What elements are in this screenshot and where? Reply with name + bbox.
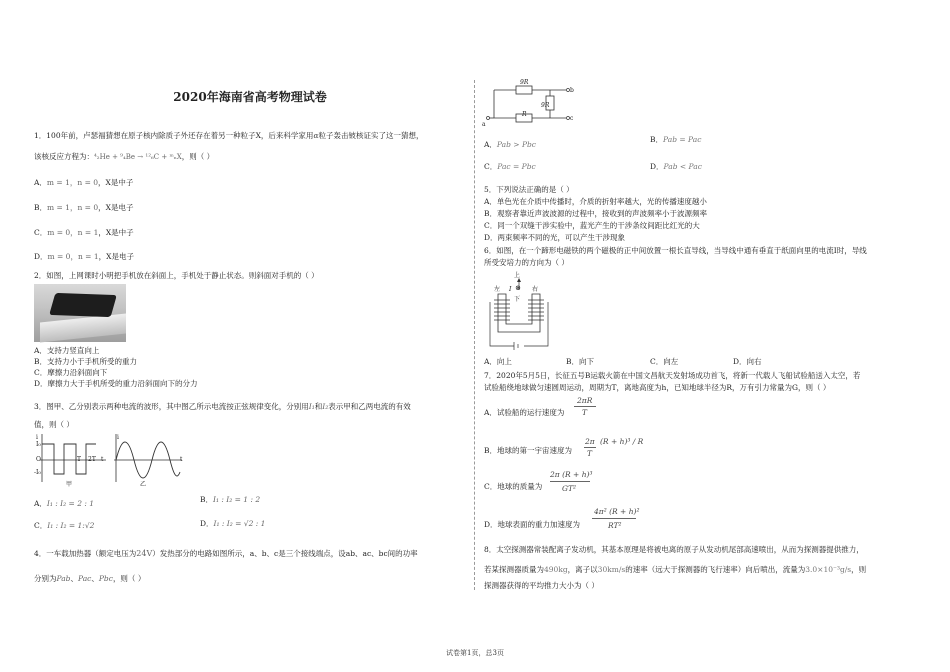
q3-fig-jia-origin-label: O [36, 456, 41, 463]
q8-stem-line2: 若某探测器质量为490kg，离子以30km/s的速率（远大于探测器的飞行速率）向后喷出，流量为3.0×10⁻³g/s，则 [484, 565, 867, 574]
column-divider [474, 80, 475, 590]
left-column-lower [34, 0, 466, 672]
q6-option-b[interactable]: B．向下 [566, 357, 595, 366]
q3-fig-jia-t-half: T [77, 456, 82, 463]
q4-option-d[interactable]: D．Pab < Pac [650, 162, 702, 171]
q3-fig-yi-t-label: t [180, 456, 183, 463]
q4-circuit-a: a [482, 121, 486, 128]
q7-option-a-numerator: 2πR [577, 396, 593, 405]
q7-option-a-fraction-bar [574, 406, 596, 407]
q7-option-d-denominator: RT² [608, 521, 622, 530]
q6-fig-right: 右 [532, 286, 539, 293]
q4-circuit-c: c [570, 115, 574, 122]
q6-stem-line2: 所受安培力的方向为（ ） [484, 258, 569, 267]
q7-option-c-fraction-bar [550, 481, 590, 482]
q6-fig-up: 上 [514, 272, 521, 279]
q7-option-d-fraction-bar [592, 518, 636, 519]
page-title: 2020年海南省高考物理试卷 [173, 90, 327, 104]
q5-option-c[interactable]: C．同一个双缝干涉实验中，蓝光产生的干涉条纹间距比红光的大 [484, 221, 700, 230]
q7-stem-line2: 试验船绕地球做匀速圆周运动，周期为T，离地高度为h，已知地球半径为R，万有引力常量为G，则（ ） [484, 383, 831, 392]
q7-option-b-denominator: T [587, 449, 593, 458]
q7-option-d[interactable]: D．地球表面的重力加速度为 [484, 520, 581, 529]
page-footer: 试卷第1页，总3页 [446, 649, 504, 657]
q3-stem-line2: 值，则（ ） [34, 420, 74, 429]
q7-option-a-denominator: T [582, 408, 588, 417]
q7-option-b[interactable]: B．地球的第一宇宙速度为 [484, 446, 573, 455]
q6-fig-left: 左 [494, 286, 501, 293]
q5-option-b[interactable]: B．观察者靠近声波波源的过程中，接收到的声波频率小于波源频率 [484, 209, 708, 218]
q7-option-c[interactable]: C．地球的质量为 [484, 482, 543, 491]
q5-option-d[interactable]: D．两束频率不同的光，可以产生干涉现象 [484, 233, 626, 242]
q4-circuit-b: b [570, 87, 574, 94]
q6-fig-cross-icon: ⊗ [515, 284, 521, 292]
q5-stem: 5．下列说法正确的是（ ） [484, 185, 574, 194]
q6-fig-down: 下 [514, 296, 521, 303]
q3-fig-jia-caption: 甲 [66, 481, 73, 488]
q3-fig-jia-t-label: t [101, 456, 104, 463]
q7-option-b-fraction-bar [584, 447, 596, 448]
q4-option-a[interactable]: A．Pab > Pbc [484, 140, 537, 149]
q4-stem-line2: 分别为Pab、Pac、Pbc，则（ ） [34, 574, 146, 583]
q5-option-a[interactable]: A．单色光在介质中传播时，介质的折射率越大，光的传播速度越小 [484, 197, 707, 206]
q1-option-d[interactable]: D．m = 0，n = 1，X是电子 [34, 252, 134, 261]
q4-circuit-r: R [522, 111, 527, 118]
q1-option-a[interactable]: A．m = 1，n = 0，X是中子 [34, 178, 134, 187]
q4-stem-line1: 4．一车载加热器（额定电压为24V）发热部分的电路如图所示，a、b、c是三个接线端点，设ab、ac、bc间的功率 [34, 549, 418, 558]
q3-option-b[interactable]: B．I₁ : I₂ = 1 : 2 [200, 495, 261, 504]
q6-fig-current: I [509, 286, 512, 293]
q4-option-b[interactable]: B．Pab = Pac [650, 135, 702, 144]
q6-option-c[interactable]: C．向左 [650, 357, 679, 366]
q3-option-c[interactable]: C．I₁ : I₂ = 1:√2 [34, 521, 95, 530]
q2-option-a[interactable]: A．支持力竖直向上 [34, 346, 100, 355]
q1-stem-line1: 1．100年前，卢瑟福猜想在原子核内除质子外还存在着另一种粒子X，后来科学家用α粒子轰击铍核证实了这一猜想， [34, 131, 424, 140]
q3-fig-yi-i-label: i [117, 434, 119, 441]
q1-equation: ⁴₂He + ⁹₄Be → ¹²₆C + ᵐₙX [94, 153, 182, 161]
q4-circuit-r9a: 9R [520, 79, 529, 86]
q2-stem: 2．如图，上网课时小明把手机放在斜面上，手机处于静止状态。则斜面对手机的（ ） [34, 271, 319, 280]
q8-stem-line1: 8．太空探测器常装配离子发动机，其基本原理是将被电离的原子从发动机尾部高速喷出，从而为探测器提供推力， [484, 545, 864, 554]
q3-stem-line1: 3．图甲、乙分别表示两种电流的波形，其中图乙所示电流按正弦规律变化，分别用I₁和I₂表示甲和乙两电流的有效 [34, 402, 411, 411]
q3-fig-jia-i0-label: I₀ [36, 441, 41, 448]
q4-circuit-r9b: 9R [541, 102, 550, 109]
q3-fig-jia-i-label: i [36, 434, 38, 441]
q7-option-b-root: (R + h)³ / R [600, 437, 644, 446]
q3-fig-jia-neg-i0-label: -I₀ [34, 469, 41, 476]
q1-stem-line2: 该核反应方程为：⁴₂He + ⁹₄Be → ¹²₆C + ᵐₙX，则（ ） [34, 152, 215, 161]
q3-option-d[interactable]: D．I₁ : I₂ = √2 : 1 [200, 519, 266, 528]
q7-option-c-numerator: 2π (R + h)³ [550, 470, 593, 479]
q3-fig-jia-t-full: 2T [88, 456, 96, 463]
q4-circuit-diagram [484, 82, 584, 126]
q6-option-a[interactable]: A．向上 [484, 357, 512, 366]
q1-option-c[interactable]: C．m = 0，n = 1，X是中子 [34, 228, 134, 237]
q7-option-c-denominator: GT² [562, 484, 577, 493]
q3-fig-yi-caption: 乙 [140, 481, 147, 488]
q1-option-b[interactable]: B．m = 1，n = 0，X是电子 [34, 203, 134, 212]
q2-option-c[interactable]: C．摩擦力沿斜面向下 [34, 368, 108, 377]
q7-option-d-numerator: 4π² (R + h)² [594, 507, 640, 516]
q2-option-b[interactable]: B．支持力小于手机所受的重力 [34, 357, 138, 366]
q2-option-d[interactable]: D．摩擦力大于手机所受的重力沿斜面向下的分力 [34, 379, 198, 388]
q3-option-a[interactable]: A．I₁ : I₂ = 2 : 1 [34, 499, 95, 508]
q6-stem-line1: 6．如图，在一个蹄形电磁铁的两个磁极的正中间放置一根长直导线，当导线中通有垂直于纸面向里的电流I时，导线 [484, 246, 867, 255]
q3-waveform-figures [34, 432, 184, 492]
q6-option-d[interactable]: D．向右 [733, 357, 762, 366]
q7-option-a[interactable]: A．试验船的运行速度为 [484, 408, 565, 417]
q8-stem-line3: 探测器获得的平均推力大小为（ ） [484, 581, 599, 590]
q4-option-c[interactable]: C．Pac = Pbc [484, 162, 536, 171]
q7-option-b-numerator: 2π [585, 437, 595, 446]
q7-stem-line1: 7．2020年5月5日，长征五号B运载火箭在中国文昌航天发射场成功首飞，将新一代载人飞船试验船送入太空，若 [484, 371, 861, 380]
